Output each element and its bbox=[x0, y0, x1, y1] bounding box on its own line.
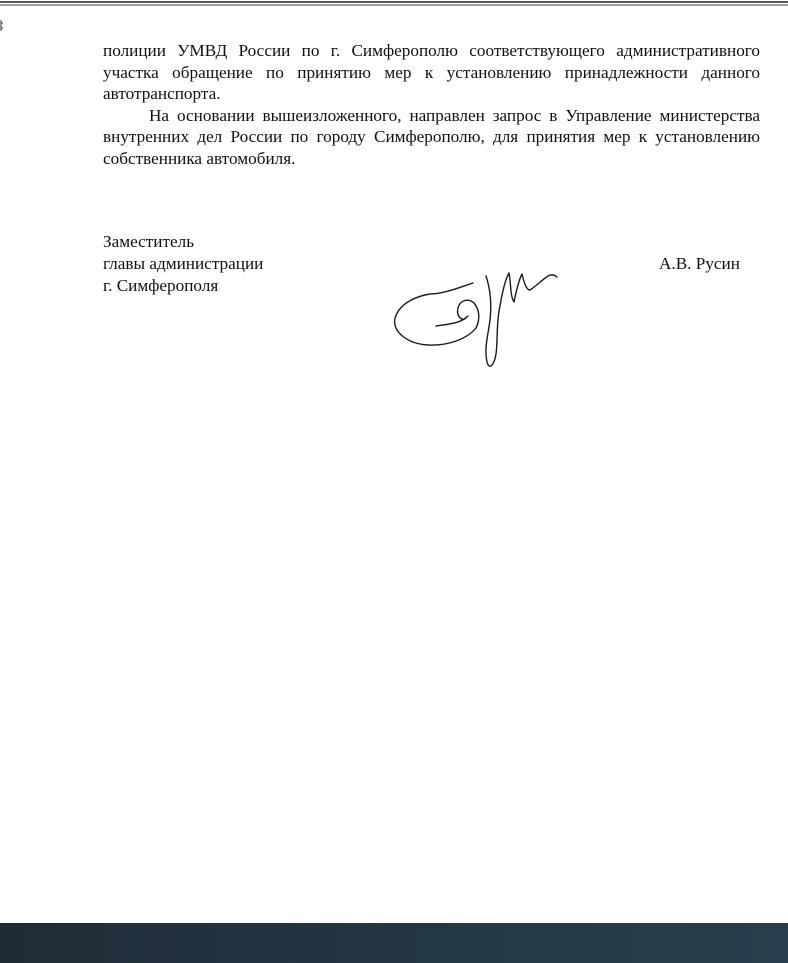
handwritten-signature bbox=[388, 258, 568, 373]
position-line-1: Заместитель bbox=[103, 232, 195, 251]
top-rule bbox=[0, 0, 788, 8]
paragraph-continuation: полиции УМВД России по г. Симферополю соответствующего административного участка обращение по принятию мер к установлению принадлежности данного автотранспорта. bbox=[103, 41, 760, 103]
signer-name: А.В. Русин bbox=[659, 254, 740, 273]
paragraph-request: На основании вышеизложенного, направлен запрос в Управление министерства внутренних дел России по городу Симферополю, для принятия мер к установлению собственника автомобиля. bbox=[103, 105, 760, 168]
page-edge-mark bbox=[0, 20, 4, 31]
footer-bar bbox=[0, 923, 788, 963]
position-line-2: главы администрации bbox=[103, 254, 264, 273]
letter-body bbox=[103, 40, 760, 169]
position-line-3: г. Симферополя bbox=[103, 276, 219, 295]
